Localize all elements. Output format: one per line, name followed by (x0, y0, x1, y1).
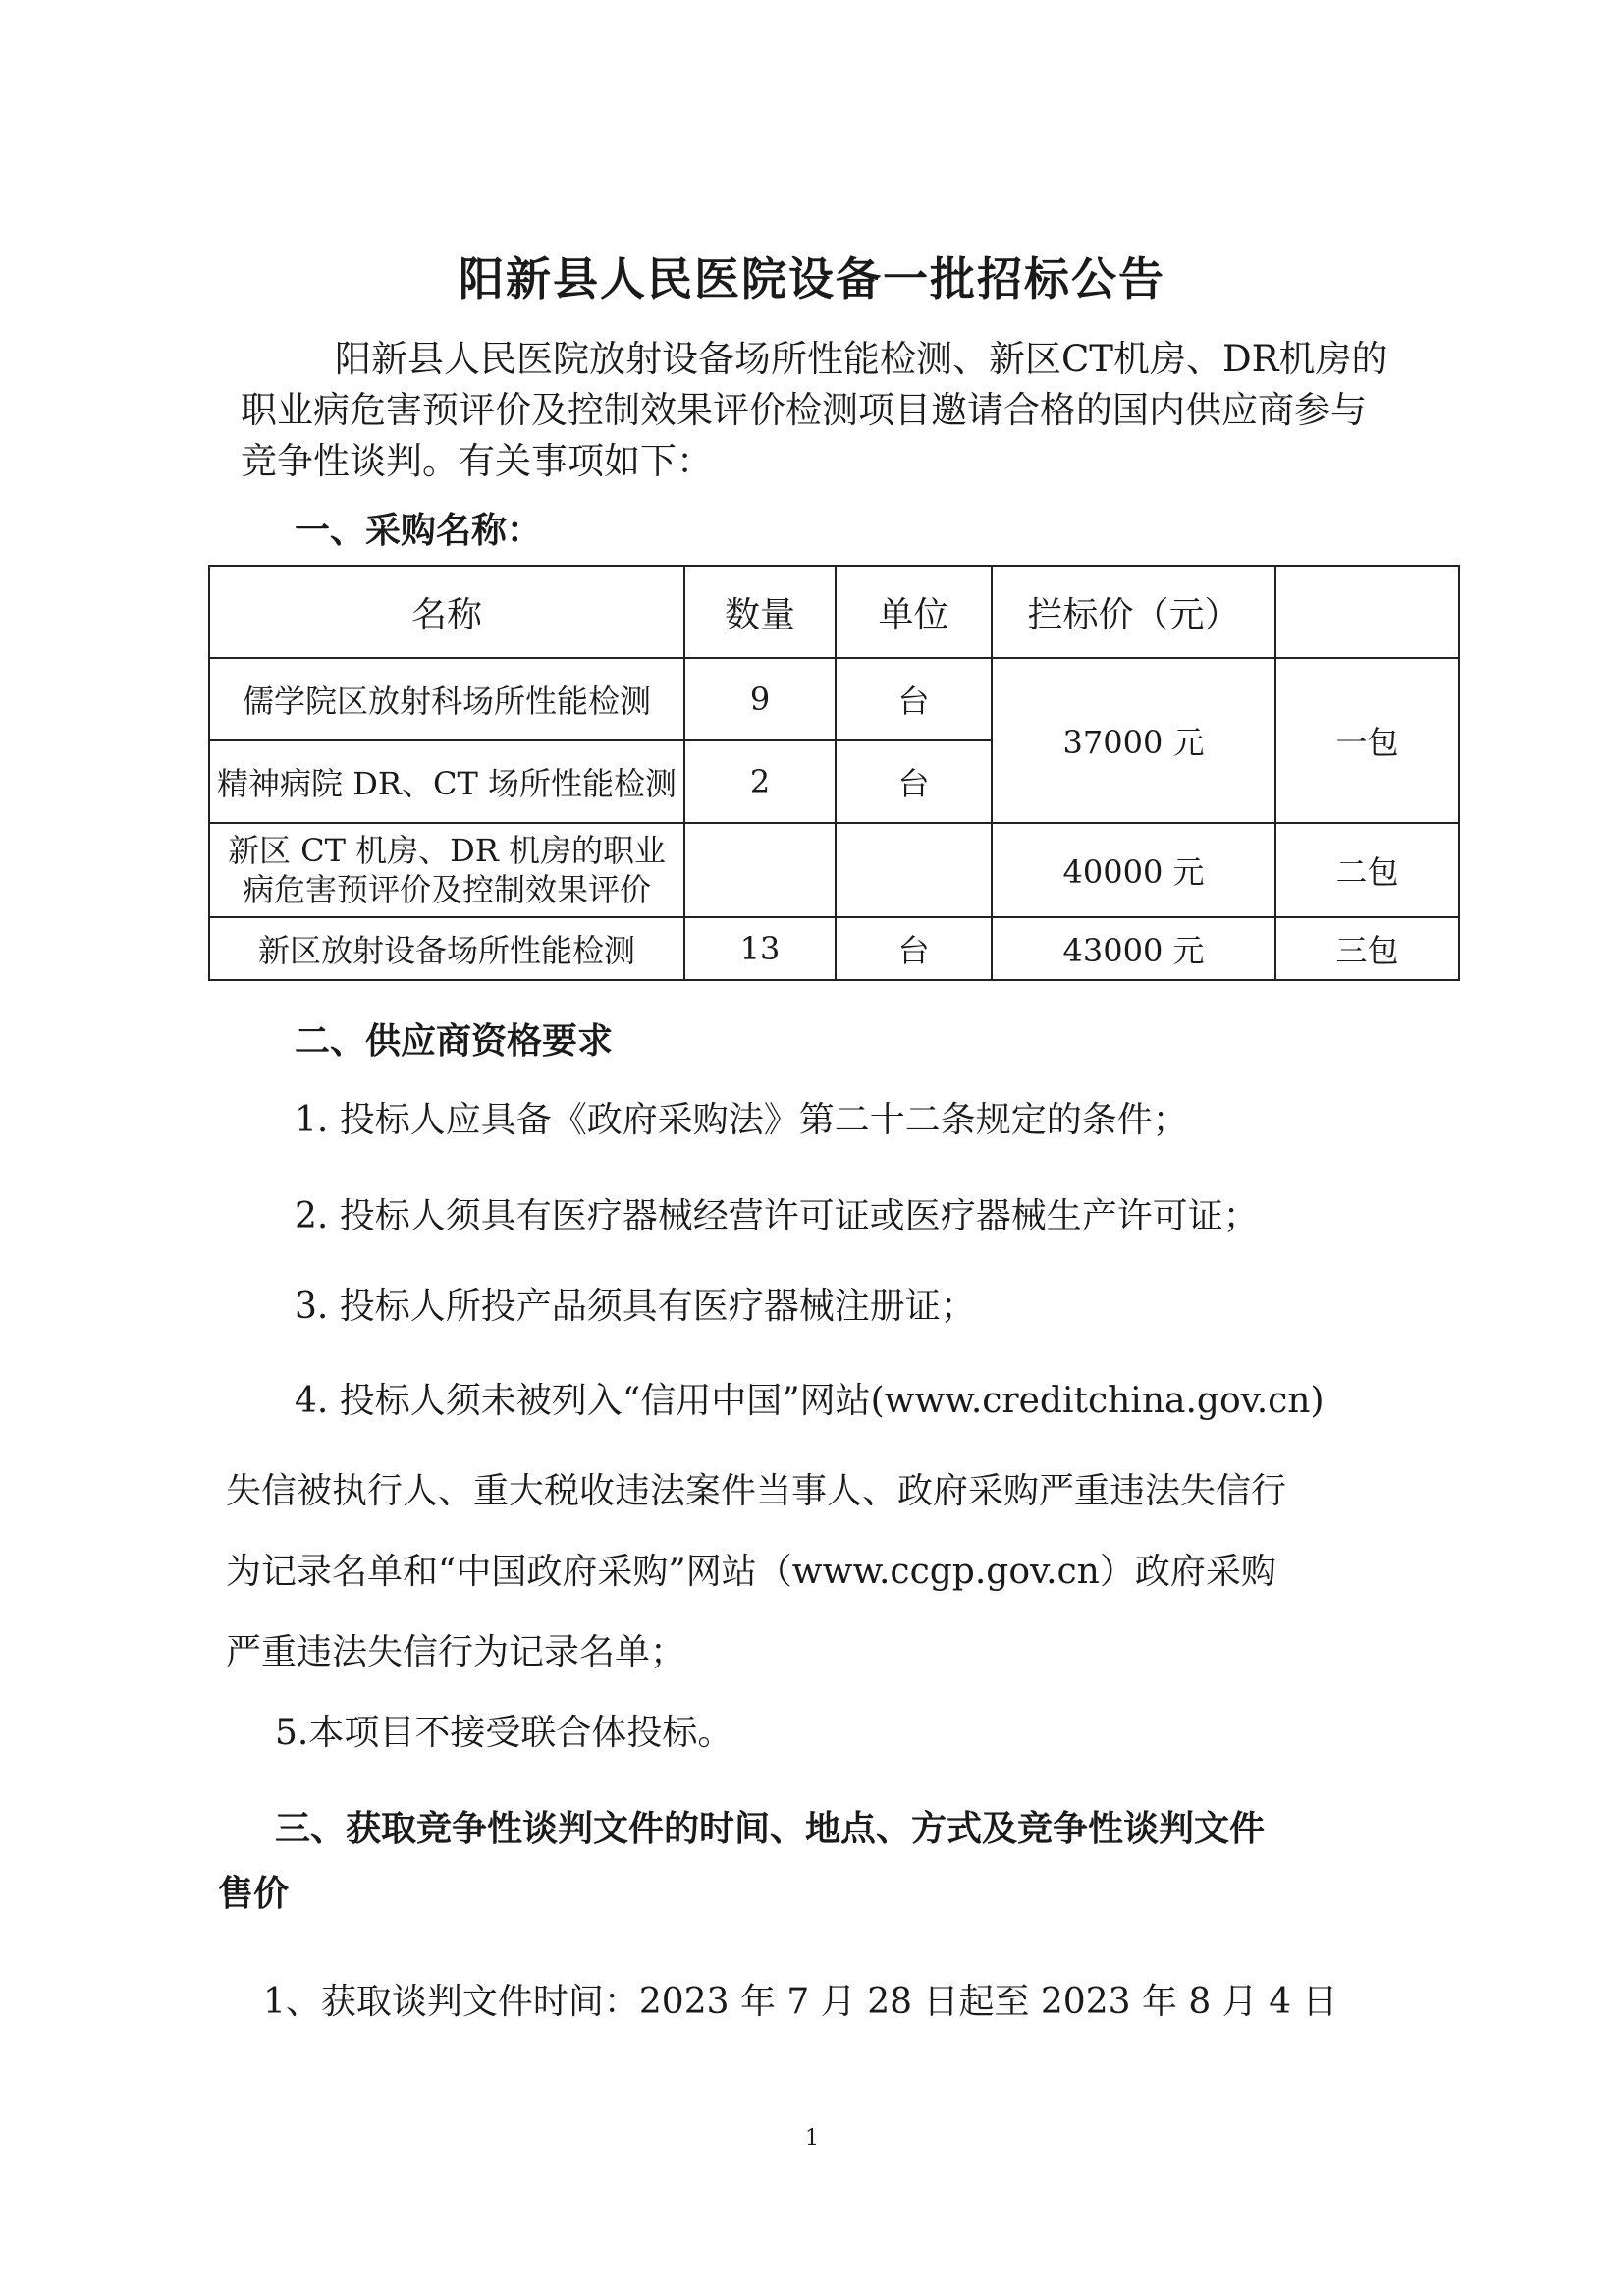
header-name: 名称 (209, 566, 684, 658)
requirement-4-line-4: 严重违法失信行为记录名单； (226, 1632, 686, 1672)
table-header-row (209, 566, 1459, 658)
row-name: 精神病院 DR、CT 场所性能检测 (209, 740, 684, 823)
row-name: 新区 CT 机房、DR 机房的职业病危害预评价及控制效果评价 (209, 823, 684, 917)
row-qty: 2 (684, 740, 836, 823)
row-unit: 台 (836, 917, 992, 980)
row-qty: 13 (684, 917, 836, 980)
package-1: 一包 (1275, 658, 1459, 823)
header-qty: 数量 (684, 566, 836, 658)
requirement-1: 1. 投标人应具备《政府采购法》第二十二条规定的条件； (295, 1100, 1188, 1140)
procurement-table (208, 565, 1460, 981)
price-package-1: 37000 元 (992, 658, 1275, 823)
package-3: 三包 (1275, 917, 1459, 980)
requirement-4-line-3: 为记录名单和“中国政府采购”网站（www.ccgp.gov.cn）政府采购 (226, 1552, 1276, 1592)
row-name: 新区放射设备场所性能检测 (209, 917, 684, 980)
price-package-3: 43000 元 (992, 917, 1275, 980)
document-title: 阳新县人民医院设备一批招标公告 (459, 252, 1165, 305)
section1-heading: 一、采购名称： (295, 511, 543, 551)
section3-heading-line-2: 售价 (218, 1874, 290, 1914)
section2-heading: 二、供应商资格要求 (295, 1021, 614, 1062)
row-qty (684, 823, 836, 917)
requirement-5: 5.本项目不接受联合体投标。 (275, 1713, 733, 1753)
header-unit: 单位 (836, 566, 992, 658)
row-unit: 台 (836, 740, 992, 823)
row-qty: 9 (684, 658, 836, 740)
section3-heading-line-1: 三、获取竞争性谈判文件的时间、地点、方式及竞争性谈判文件 (275, 1809, 1266, 1849)
package-2: 二包 (1275, 823, 1459, 917)
requirement-2: 2. 投标人须具有医疗器械经营许可证或医疗器械生产许可证； (295, 1196, 1259, 1236)
row-unit: 台 (836, 658, 992, 740)
page-number: 1 (805, 2126, 819, 2151)
row-name: 儒学院区放射科场所性能检测 (209, 658, 684, 740)
header-price: 拦标价（元） (992, 566, 1275, 658)
requirement-4-line-2: 失信被执行人、重大税收违法案件当事人、政府采购严重违法失信行 (226, 1471, 1287, 1511)
table-row (209, 917, 1459, 980)
intro-paragraph: 阳新县人民医院放射设备场所性能检测、新区CT机房、DR机房的职业病危害预评价及控制效果评价检测项目邀请合格的国内供应商参与竞争性谈判。有关事项如下： (241, 338, 1388, 482)
section3-item-1: 1、获取谈判文件时间：2023 年 7 月 28 日起至 2023 年 8 月 4 日 (263, 1982, 1338, 2022)
price-package-2: 40000 元 (992, 823, 1275, 917)
requirement-3: 3. 投标人所投产品须具有医疗器械注册证； (295, 1286, 976, 1327)
requirement-4-line-1: 4. 投标人须未被列入“信用中国”网站(www.creditchina.gov.cn) (295, 1381, 1325, 1421)
table-row (209, 658, 1459, 740)
row-unit (836, 823, 992, 917)
header-package (1275, 566, 1459, 658)
table-row (209, 823, 1459, 917)
